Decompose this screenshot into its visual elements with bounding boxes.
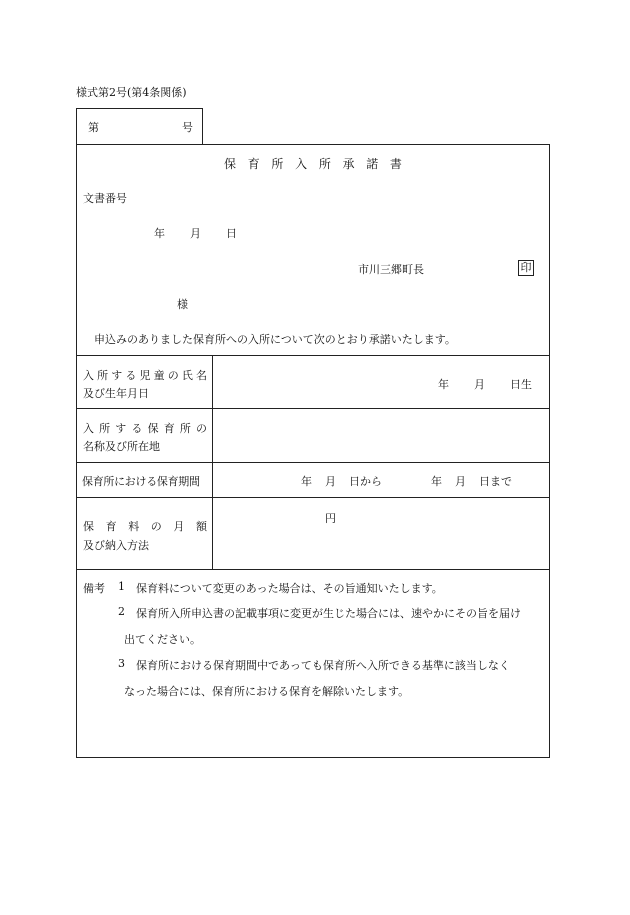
period-from-month: 月 bbox=[325, 475, 336, 488]
form-title bbox=[224, 155, 402, 172]
fee-yen: 円 bbox=[325, 512, 336, 525]
form-label: 様式第2号(第4条関係) bbox=[76, 86, 187, 99]
label-char: す bbox=[111, 369, 123, 382]
divider bbox=[76, 355, 550, 356]
label-char: の bbox=[167, 369, 179, 382]
addressee-suffix: 様 bbox=[177, 298, 188, 311]
label-char: の bbox=[195, 422, 207, 435]
title-char: 承 bbox=[342, 157, 355, 171]
number-prefix: 第 bbox=[88, 121, 99, 134]
divider bbox=[76, 569, 550, 570]
remark-text: なった場合には、保育所における保育を解除いたします。 bbox=[124, 685, 410, 698]
label-char: 所 bbox=[99, 422, 111, 435]
label-char: 月 bbox=[173, 520, 185, 533]
period-to-year: 年 bbox=[431, 475, 442, 488]
period-to-month: 月 bbox=[455, 475, 466, 488]
label-char: 所 bbox=[97, 369, 109, 382]
divider bbox=[76, 408, 550, 409]
period-label: 保育所における保育期間 bbox=[82, 475, 200, 488]
seal-mark: 印 bbox=[518, 260, 534, 276]
title-char: 書 bbox=[389, 157, 402, 171]
remark-number: 3 bbox=[118, 657, 125, 670]
label-char: 育 bbox=[105, 520, 117, 533]
label-char: 氏 bbox=[181, 369, 193, 382]
period-from-day: 日から bbox=[349, 475, 382, 488]
remark-text: 保育所における保育期間中であっても保育所へ入所できる基準に該当しなく bbox=[136, 659, 510, 672]
birth-year: 年 bbox=[438, 378, 449, 391]
label-char: の bbox=[150, 520, 162, 533]
divider bbox=[76, 497, 550, 498]
birth-day: 日生 bbox=[510, 378, 532, 391]
title-char: 諾 bbox=[366, 157, 379, 171]
child-label-line2: 及び生年月日 bbox=[83, 387, 149, 400]
date-year: 年 bbox=[154, 227, 165, 240]
label-char: す bbox=[115, 422, 127, 435]
facility-label-line1 bbox=[83, 420, 207, 436]
remark-number: 2 bbox=[118, 605, 125, 618]
remarks-label: 備考 bbox=[83, 582, 105, 595]
label-char: 保 bbox=[83, 520, 94, 533]
fee-label-line1 bbox=[83, 518, 207, 534]
title-char: 所 bbox=[318, 157, 331, 171]
label-char: 名 bbox=[196, 369, 207, 382]
period-to-day: 日まで bbox=[479, 475, 512, 488]
label-char: る bbox=[131, 422, 143, 435]
birth-month: 月 bbox=[474, 378, 485, 391]
label-char: 児 bbox=[139, 369, 151, 382]
number-suffix: 号 bbox=[182, 121, 193, 134]
title-char: 所 bbox=[271, 157, 284, 171]
title-char: 入 bbox=[295, 157, 308, 171]
label-char: 額 bbox=[195, 520, 207, 533]
remark-text: 出てください。 bbox=[124, 633, 201, 646]
intro-text: 申込みのありました保育所への入所について次のとおり承諾いたします。 bbox=[94, 333, 456, 346]
date-day: 日 bbox=[226, 227, 237, 240]
fee-label-line2: 及び納入方法 bbox=[83, 539, 149, 552]
child-label-line1 bbox=[83, 367, 207, 383]
label-char: 所 bbox=[179, 422, 191, 435]
label-char: 童 bbox=[153, 369, 165, 382]
issuer-name: 市川三郷町長 bbox=[358, 263, 424, 276]
remark-number: 1 bbox=[118, 580, 125, 593]
label-char: 保 bbox=[147, 422, 159, 435]
period-from-year: 年 bbox=[301, 475, 312, 488]
label-char: 入 bbox=[83, 422, 94, 435]
facility-label-line2: 名称及び所在地 bbox=[83, 440, 160, 453]
doc-number-label: 文書番号 bbox=[83, 192, 127, 205]
remark-text: 保育料について変更のあった場合は、その旨通知いたします。 bbox=[136, 582, 443, 595]
title-char: 育 bbox=[247, 157, 260, 171]
label-char: 料 bbox=[128, 520, 140, 533]
label-char: 入 bbox=[83, 369, 94, 382]
label-char: る bbox=[125, 369, 137, 382]
divider bbox=[76, 462, 550, 463]
column-divider bbox=[212, 355, 213, 569]
remark-text: 保育所入所申込書の記載事項に変更が生じた場合には、速やかにその旨を届け bbox=[136, 607, 521, 620]
title-char: 保 bbox=[224, 157, 237, 171]
date-month: 月 bbox=[190, 227, 201, 240]
label-char: 育 bbox=[163, 422, 175, 435]
